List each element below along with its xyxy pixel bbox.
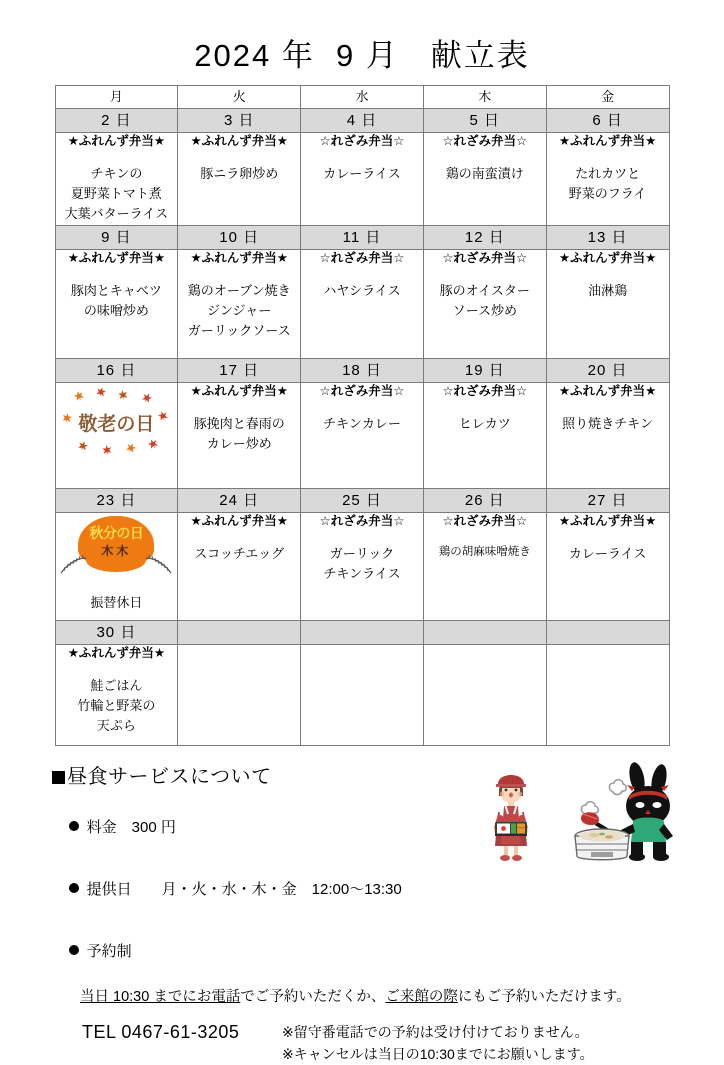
bento-label: ☆れざみ弁当☆ [319, 514, 405, 528]
date-cell: 6 日 [546, 109, 669, 133]
menu-cell [55, 645, 178, 746]
bento-label: ☆れざみ弁当☆ [442, 251, 528, 265]
maple-leaf-icon [73, 390, 86, 403]
weekday-header-row [55, 86, 669, 109]
dish-line: 竹輪と野菜の [77, 698, 156, 714]
reservation-mid-text: でご予約いただくか、 [240, 989, 386, 1005]
date-cell: 13 日 [546, 226, 669, 250]
dish-line: ヒレカツ [458, 415, 511, 431]
menu-cell [423, 250, 546, 359]
menu-cell [178, 513, 301, 621]
date-cell: 26 日 [423, 489, 546, 513]
dish-list [178, 414, 300, 454]
reservation-detail-line [80, 985, 682, 1006]
menu-cell [423, 513, 546, 621]
dish-line: ガーリック [329, 545, 395, 561]
reservation-system-line [52, 923, 682, 978]
bento-label: ★ふれんず弁当★ [67, 646, 166, 660]
menu-cell [301, 250, 424, 359]
bullet-dot-icon [69, 883, 79, 893]
weekday-header-thu: 木 [423, 86, 546, 109]
dish-list [547, 164, 669, 204]
menu-cell [301, 513, 424, 621]
menu-cell [178, 383, 301, 489]
date-cell [546, 621, 669, 645]
date-cell: 27 日 [546, 489, 669, 513]
date-cell: 17 日 [178, 359, 301, 383]
bullet-dot-icon [69, 821, 79, 831]
date-cell: 20 日 [546, 359, 669, 383]
page-title: 2024 年 9 月 献立表 [194, 38, 530, 73]
bento-label: ★ふれんず弁当★ [190, 384, 288, 398]
menu-cell-empty [546, 645, 669, 746]
date-row-week-3 [55, 359, 669, 383]
date-cell: 4 日 [301, 109, 424, 133]
menu-cell [178, 250, 301, 359]
menu-cell-empty [423, 645, 546, 746]
menu-row-week-3 [55, 383, 669, 489]
visit-reservation-emphasis: ご来館の際 [385, 989, 458, 1005]
weekday-header-fri: 金 [546, 86, 669, 109]
date-cell: 23 日 [55, 489, 178, 513]
reservation-notes [282, 1022, 594, 1065]
calendar-body [55, 86, 669, 746]
weekday-header-mon: 月 [55, 86, 178, 109]
service-days-text: 提供日 月・火・水・木・金 12:00～13:30 [86, 881, 402, 898]
dish-list [301, 414, 423, 434]
menu-cell [55, 250, 178, 359]
dish-line: 夏野菜トマト煮 [70, 186, 162, 202]
bento-label: ★ふれんず弁当★ [558, 251, 657, 265]
dish-line: 大葉バターライス [64, 206, 169, 222]
menu-cell [301, 383, 424, 489]
dish-list [178, 281, 300, 341]
dish-line: の味噌炒め [83, 303, 149, 319]
dish-list [424, 544, 546, 562]
black-square-icon [52, 771, 65, 784]
bento-label: ★ふれんず弁当★ [558, 134, 657, 148]
date-cell [178, 621, 301, 645]
bento-label: ★ふれんず弁当★ [67, 134, 166, 148]
dish-line: 野菜のフライ [568, 186, 647, 202]
dish-line: 鶏の胡麻味噌焼き [438, 545, 531, 558]
weekday-header-wed: 水 [301, 86, 424, 109]
dish-line: ジンジャー [207, 303, 272, 319]
date-cell: 11 日 [301, 226, 424, 250]
menu-cell [423, 383, 546, 489]
dish-list [56, 281, 178, 321]
dish-list [301, 164, 423, 184]
dish-line: 油淋鶏 [588, 282, 628, 298]
maple-leaf-icon [77, 440, 90, 453]
maple-leaf-icon [102, 444, 113, 455]
dish-line: 照り焼きチキン [562, 415, 654, 431]
note-line: ※キャンセルは当日の10:30までにお願いします。 [282, 1045, 594, 1062]
rabbit-mascot-cooking-illustration [569, 762, 694, 866]
woman-with-bento-illustration [481, 764, 541, 864]
dish-line: たれカツと [575, 165, 641, 181]
dish-list [178, 164, 300, 184]
menu-row-week-5 [55, 645, 669, 746]
bento-label: ☆れざみ弁当☆ [319, 384, 405, 398]
bento-label: ★ふれんず弁当★ [190, 514, 288, 528]
dish-line: 豚のオイスター [439, 282, 530, 298]
dish-list [301, 281, 423, 301]
dish-line: チキンライス [323, 566, 401, 582]
telephone-block [52, 1022, 682, 1065]
maple-leaf-icon [125, 441, 138, 454]
bento-label: ★ふれんず弁当★ [190, 251, 288, 265]
bullet-dot-icon [69, 945, 79, 955]
date-cell: 9 日 [55, 226, 178, 250]
date-cell: 16 日 [55, 359, 178, 383]
date-cell: 30 日 [55, 621, 178, 645]
menu-cell [546, 383, 669, 489]
maple-leaf-icon [141, 391, 154, 404]
dish-line: ハヤシライス [323, 282, 401, 298]
menu-row-week-2 [55, 250, 669, 359]
date-row-week-4 [55, 489, 669, 513]
phone-reservation-emphasis: 当日 10:30 までにお電話 [80, 989, 241, 1005]
menu-row-week-1 [55, 133, 669, 226]
menu-cell [546, 513, 669, 621]
dish-line: チキンの [90, 165, 143, 181]
date-cell: 12 日 [423, 226, 546, 250]
footer-illustrations [481, 762, 696, 867]
reservation-system-text: 予約制 [86, 943, 132, 960]
dish-line: 豚挽肉と春雨の [193, 415, 285, 431]
dish-line: ガーリックソース [187, 323, 291, 339]
holiday-cell-keiro [55, 383, 178, 489]
dish-list [547, 281, 669, 301]
calendar-container [55, 85, 670, 746]
dish-list [424, 164, 546, 184]
dish-list [56, 164, 178, 224]
menu-calendar-table [55, 85, 670, 746]
reservation-tail-text: にもご予約いただけます。 [457, 989, 631, 1005]
service-days-line [52, 861, 682, 916]
date-cell: 5 日 [423, 109, 546, 133]
telephone-number[interactable]: TEL 0467-61-3205 [82, 1022, 240, 1042]
holiday-cell-shubun [55, 513, 178, 621]
date-cell: 10 日 [178, 226, 301, 250]
date-cell: 25 日 [301, 489, 424, 513]
dish-line: カレーライス [568, 545, 647, 561]
shubun-sub-label: 木木 [101, 544, 132, 558]
bento-label: ★ふれんず弁当★ [558, 514, 657, 528]
dish-list [56, 676, 178, 736]
dish-line: 豚ニラ卵炒め [200, 165, 279, 181]
dish-list [424, 414, 546, 434]
menu-row-week-4 [55, 513, 669, 621]
bento-label: ★ふれんず弁当★ [67, 251, 166, 265]
bento-label: ☆れざみ弁当☆ [442, 514, 528, 528]
substitute-holiday-label: 振替休日 [90, 595, 143, 610]
maple-leaf-icon [95, 386, 107, 398]
dish-list [547, 544, 669, 564]
menu-cell [301, 133, 424, 226]
bento-label: ☆れざみ弁当☆ [442, 134, 528, 148]
dish-line: カレー炒め [206, 436, 272, 452]
dish-line: 豚肉とキャベツ [70, 282, 162, 298]
date-cell: 18 日 [301, 359, 424, 383]
menu-cell [546, 133, 669, 226]
maple-leaf-icon [118, 389, 130, 401]
bento-label: ★ふれんず弁当★ [190, 134, 288, 148]
menu-cell-empty [301, 645, 424, 746]
menu-cell-empty [178, 645, 301, 746]
menu-cell [423, 133, 546, 226]
dish-line: カレーライス [323, 165, 401, 181]
bento-label: ★ふれんず弁当★ [558, 384, 657, 398]
date-cell: 2 日 [55, 109, 178, 133]
date-cell: 24 日 [178, 489, 301, 513]
dish-line: ソース炒め [452, 303, 517, 319]
bento-label: ☆れざみ弁当☆ [319, 251, 405, 265]
dish-line: 鶏のオーブン焼き [187, 282, 291, 298]
shubun-no-hi-label: 秋分の日 [89, 526, 144, 542]
date-cell: 19 日 [423, 359, 546, 383]
dish-line: チキンカレー [323, 415, 401, 431]
date-cell: 3 日 [178, 109, 301, 133]
dish-line: 鮭ごはん [90, 677, 143, 693]
dish-list [178, 544, 300, 564]
bento-label: ☆れざみ弁当☆ [319, 134, 405, 148]
date-row-week-5 [55, 621, 669, 645]
keiro-no-hi-label: 敬老の日 [78, 413, 155, 435]
dish-line: 鶏の南蛮漬け [445, 165, 524, 181]
date-row-week-1 [55, 109, 669, 133]
menu-cell [55, 133, 178, 226]
keiro-no-hi-graphic [60, 385, 172, 459]
menu-cell [178, 133, 301, 226]
weekday-header-tue: 火 [178, 86, 301, 109]
price-text: 料金 300 円 [86, 819, 176, 836]
shubun-no-hi-graphic [56, 514, 176, 588]
dish-list [301, 544, 423, 584]
dish-line: 天ぷら [96, 718, 136, 734]
date-row-week-2 [55, 226, 669, 250]
dish-list [424, 281, 546, 321]
menu-cell [546, 250, 669, 359]
date-cell [423, 621, 546, 645]
dish-list [547, 414, 669, 434]
footer-heading-text: 昼食サービスについて [67, 766, 272, 788]
maple-leaf-icon [147, 437, 160, 450]
bento-label: ☆れざみ弁当☆ [442, 384, 528, 398]
note-line: ※留守番電話での予約は受け付けておりません。 [282, 1024, 589, 1040]
dish-line: スコッチエッグ [194, 545, 285, 561]
date-cell [301, 621, 424, 645]
